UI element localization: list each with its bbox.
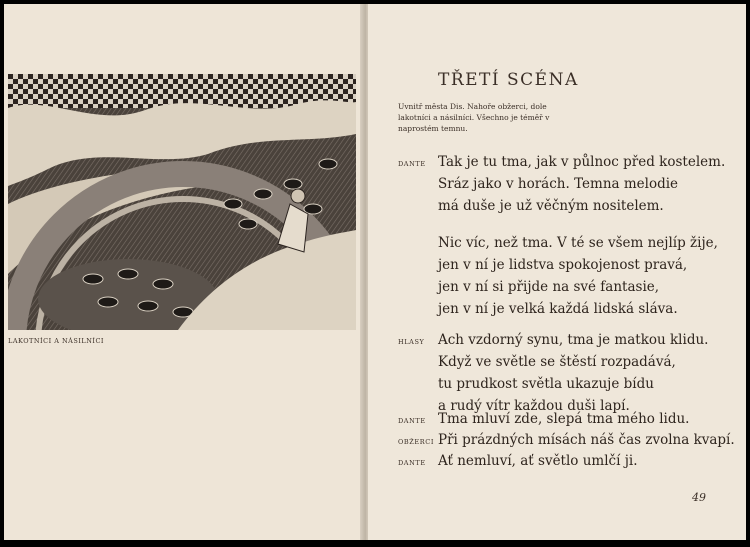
dante-hell-illustration <box>8 74 356 330</box>
scene-title: TŘETÍ SCÉNA <box>438 70 579 90</box>
verse-line: Nic víc, než tma. V té se všem nejlíp žije, <box>438 235 718 251</box>
stage-direction: Uvnitř města Dis. Nahoře obžerci, dole lakotníci a násilníci. Všechno je téměř v naprostém temnu. <box>398 102 550 133</box>
verse-line: Tma mluví zde, slepá tma mého lidu. <box>438 411 690 427</box>
verse-line: Tak je tu tma, jak v půlnoc před kostelem. <box>438 154 726 170</box>
speaker-hlasy: HLASY <box>398 338 425 346</box>
speaker-ozerci: OBŽERCI <box>398 438 435 446</box>
speaker-dante: DANTE <box>398 417 426 425</box>
verse-line: Sráz jako v horách. Temna melodie <box>438 176 679 192</box>
illustration-caption: LAKOTNÍCI A NÁSILNÍCI <box>8 337 104 345</box>
verse-line: Ach vzdorný synu, tma je matkou klidu. <box>438 332 709 348</box>
verse-line: jen v ní si přijde na své fantasie, <box>438 279 660 295</box>
page-number: 49 <box>692 491 706 504</box>
verse-line: Ať nemluví, ať světlo umlčí ji. <box>438 453 638 469</box>
verse-line: a rudý vítr každou duši lapí. <box>438 398 630 414</box>
illustration-svg <box>8 74 356 330</box>
speaker-dante: DANTE <box>398 459 426 467</box>
right-page <box>368 4 746 540</box>
verse-line: jen v ní je velká každá lidská sláva. <box>438 301 678 317</box>
verse-line: má duše je už věčným nositelem. <box>438 198 664 214</box>
verse-line: Při prázdných mísách náš čas zvolna kvapí. <box>438 432 735 448</box>
verse-line: tu prudkost světla ukazuje bídu <box>438 376 654 392</box>
dante-head <box>291 189 305 203</box>
verse-line: jen v ní je lidstva spokojenost pravá, <box>438 257 688 273</box>
left-page <box>4 4 364 540</box>
verse-line: Když ve světle se štěstí rozpadává, <box>438 354 676 370</box>
speaker-dante: DANTE <box>398 160 426 168</box>
